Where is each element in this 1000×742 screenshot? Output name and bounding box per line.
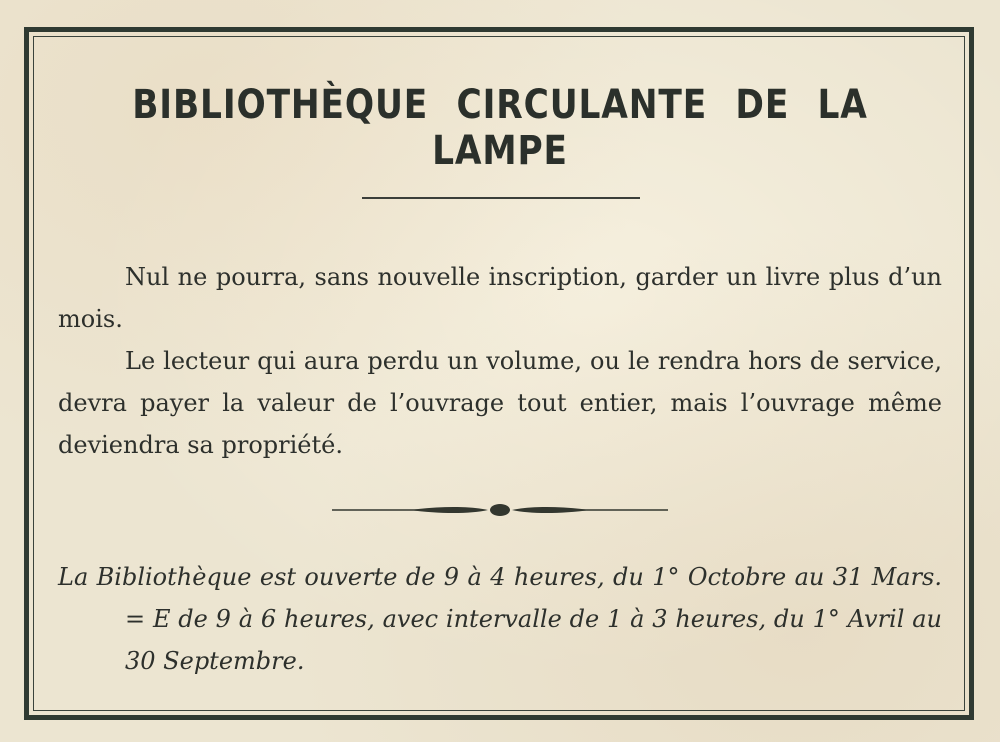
ornament-divider: [330, 501, 670, 519]
rules-text: [58, 256, 942, 466]
rule-paragraph-loan: Nul ne pourra, sans nouvelle inscription, garder un livre plus d’un mois.: [58, 263, 942, 333]
opening-hours: La Bibliothèque est ouverte de 9 à 4 heures, du 1° Octobre au 31 Mars. = E de 9 à 6 heures, avec intervalle de 1 à 3 heures, du 1° Avril au 30 Septembre.: [58, 563, 942, 675]
notice-title: BIBLIOTHÈQUE CIRCULANTE DE LA LAMPE: [132, 82, 868, 174]
rule-paragraph-loss: Le lecteur qui aura perdu un volume, ou le rendra hors de service, devra payer la valeur de l’ouvrage tout entier, mais l’ouvrage même deviendra sa propriété.: [58, 347, 942, 459]
title-divider: [362, 197, 640, 199]
